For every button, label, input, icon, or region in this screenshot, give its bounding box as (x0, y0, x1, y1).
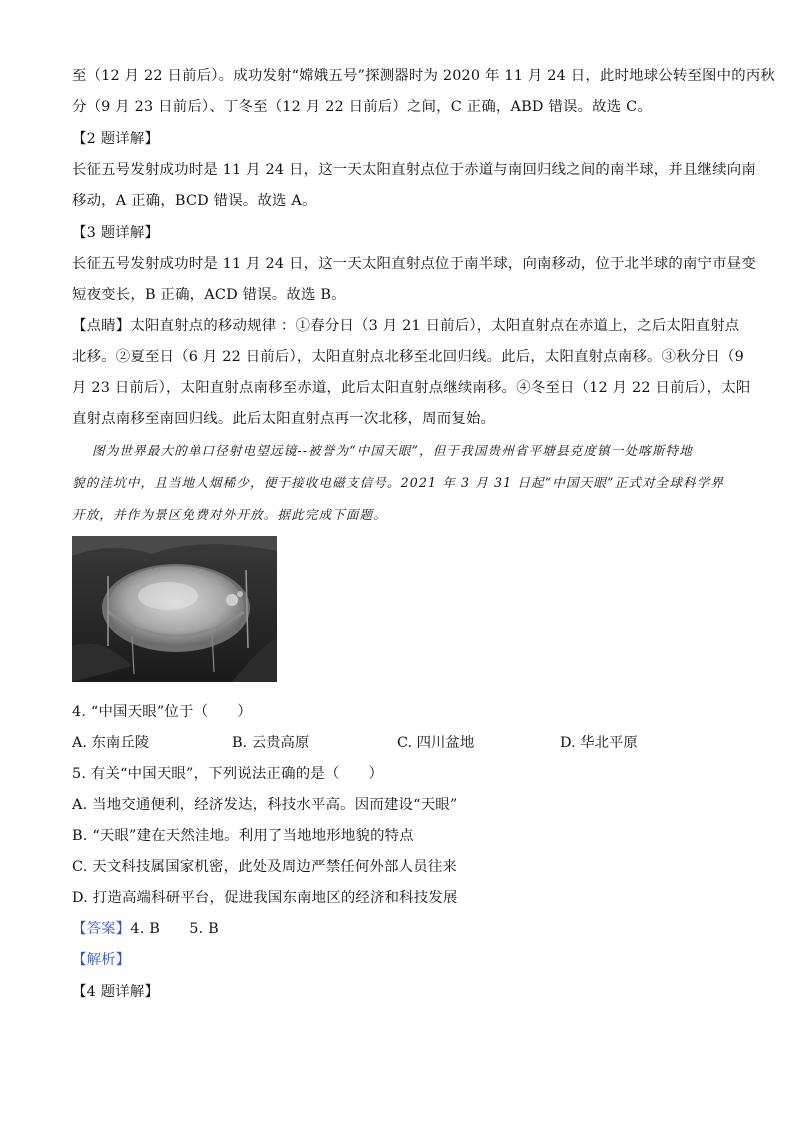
paragraph-line: 长征五号发射成功时是 11 月 24 日，这一天太阳直射点位于南半球，向南移动，位于北半球的南宁市昼变 (72, 256, 756, 272)
q4-option-d[interactable]: D. 华北平原 (560, 735, 638, 751)
analysis-label: 【解析】 (72, 952, 131, 968)
paragraph-line: 移动，A 正确，BCD 错误。故选 A。 (72, 193, 317, 209)
paragraph-line: 短夜变长，B 正确，ACD 错误。故选 B。 (72, 287, 346, 303)
tip-line: 月 23 日前后），太阳直射点南移至赤道，此后太阳直射点继续南移。④冬至日（12 月 22 日前后），太阳 (72, 380, 751, 396)
intro-line: 貌的洼坑中，且当地人烟稀少，便于接收电磁支信号。2021 年 3 月 31 日起“中国天眼”正式对全球科学界 (72, 475, 725, 490)
q5-option-a[interactable]: A. 当地交通便利，经济发达，科技水平高。因而建设“天眼” (72, 797, 458, 813)
intro-line: 开放，并作为景区免费对外开放。据此完成下面题。 (72, 507, 387, 522)
answer-label: 【答案】 (72, 921, 131, 937)
q5-option-c[interactable]: C. 天文科技属国家机密，此处及周边严禁任何外部人员往来 (72, 859, 458, 875)
question-4-stem: 4. “中国天眼”位于（ ） (72, 704, 252, 720)
tip-line: 北移。②夏至日（6 月 22 日前后），太阳直射点北移至北回归线。此后，太阳直射点南移。③秋分日（9 (72, 349, 744, 365)
q5-option-d[interactable]: D. 打造高端科研平台，促进我国东南地区的经济和科技发展 (72, 890, 458, 906)
paragraph-line: 长征五号发射成功时是 11 月 24 日，这一天太阳直射点位于赤道与南回归线之间的南半球，并且继续向南 (72, 162, 756, 178)
question-5-stem: 5. 有关“中国天眼”，下列说法正确的是（ ） (72, 766, 384, 782)
tip-line (72, 316, 739, 336)
q5-option-b[interactable]: B. “天眼”建在天然洼地。利用了当地地形地貌的特点 (72, 828, 414, 844)
section-heading-q3: 【3 题详解】 (72, 225, 160, 241)
tip-line: 直射点南移至南回归线。此后太阳直射点再一次北移，周而复始。 (72, 411, 496, 427)
intro-line: 图为世界最大的单口径射电望远镜--被誉为“中国天眼”，但于我国贵州省平塘县克度镇一处喀斯特地 (92, 443, 693, 458)
tip-label: 【点睛】 (72, 318, 131, 334)
paragraph-line: 至（12 月 22 日前后）。成功发射“嫦娥五号”探测器时为 2020 年 11 月 24 日，此时地球公转至图中的丙秋 (72, 68, 776, 84)
answer-line (72, 919, 219, 939)
telescope-illustration (72, 536, 277, 682)
section-heading-q4: 【4 题详解】 (72, 984, 160, 1000)
paragraph-line: 分（9 月 23 日前后）、丁冬至（12 月 22 日前后）之间，C 正确，ABD 错误。故选 C。 (72, 99, 652, 115)
answer-text: 4. B 5. B (130, 921, 219, 937)
tip-text: 太阳直射点的移动规律 ：①春分日（3 月 21 日前后），太阳直射点在赤道上，之后太阳直射点 (130, 318, 740, 334)
section-heading-q2: 【2 题详解】 (72, 131, 160, 147)
q4-option-c[interactable]: C. 四川盆地 (397, 735, 475, 751)
q4-option-b[interactable]: B. 云贵高原 (232, 735, 310, 751)
fast-telescope-photo (72, 536, 277, 682)
q4-option-a[interactable]: A. 东南丘陵 (72, 735, 150, 751)
